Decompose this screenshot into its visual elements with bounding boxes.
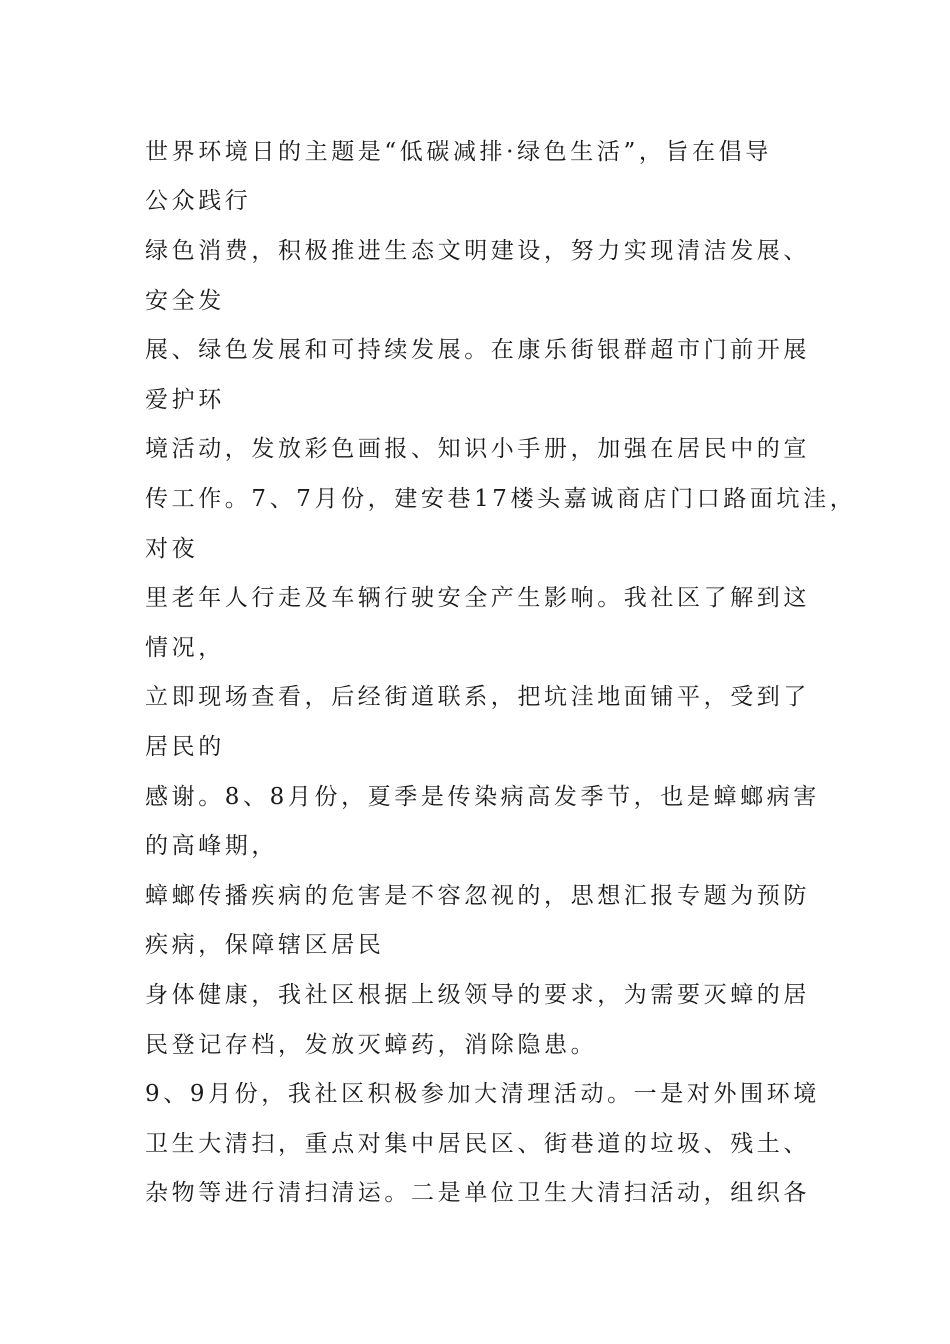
text-line: 蟑螂传播疾病的危害是不容忽视的，思想汇报专题为预防 [145,883,810,909]
text-line: 世界环境日的主题是“低碳减排·绿色生活”，旨在倡导 [145,139,772,165]
text-line: 爱护环 [145,387,225,413]
text-line: 公众践行 [145,188,252,214]
text-line: 安全发 [145,288,225,314]
text-line: 杂物等进行清扫清运。二是单位卫生大清扫活动，组织各 [145,1180,810,1206]
text-line: 9、9月份，我社区积极参加大清理活动。一是对外围环境 [145,1081,820,1107]
text-line: 疾病，保障辖区居民 [145,932,385,958]
text-line: 传工作。7、7月份，建安巷17楼头嘉诚商店门口路面坑洼， [145,486,857,512]
text-line: 卫生大清扫，重点对集中居民区、街巷道的垃圾、残土、 [145,1131,810,1157]
text-line: 身体健康，我社区根据上级领导的要求，为需要灭蟑的居 [145,982,810,1008]
text-line: 情况， [145,635,225,661]
text-line: 居民的 [145,734,225,760]
text-line: 感谢。8、8月份，夏季是传染病高发季节，也是蟑螂病害 [145,784,820,810]
text-line: 民登记存档，发放灭蟑药，消除隐患。 [145,1032,598,1058]
text-line: 展、绿色发展和可持续发展。在康乐街银群超市门前开展 [145,337,810,363]
text-line: 里老年人行走及车辆行驶安全产生影响。我社区了解到这 [145,585,810,611]
text-line: 绿色消费，积极推进生态文明建设，努力实现清洁发展、 [145,238,810,264]
text-line: 立即现场查看，后经街道联系，把坑洼地面铺平，受到了 [145,684,810,710]
text-line: 境活动，发放彩色画报、知识小手册，加强在居民中的宣 [145,436,810,462]
text-line: 的高峰期， [145,833,278,859]
text-line: 对夜 [145,536,199,562]
